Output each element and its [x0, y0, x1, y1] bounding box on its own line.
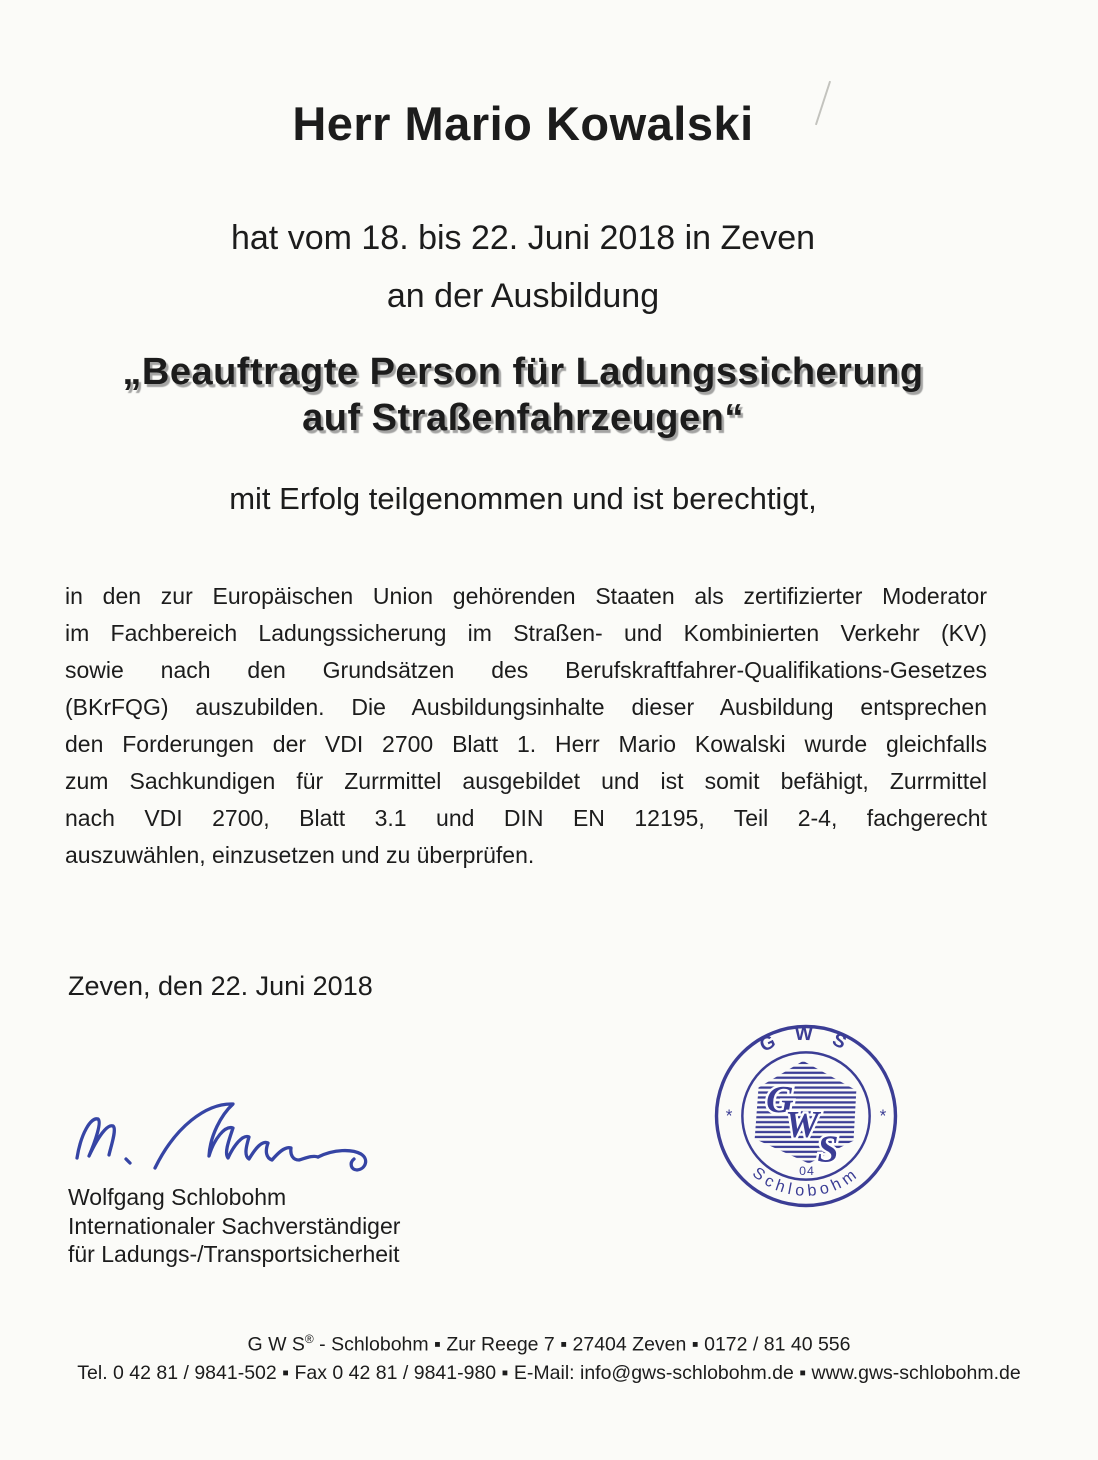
- paragraph-line: in den zur Europäischen Union gehörenden Staaten als zertifizierter Moderator: [65, 583, 987, 609]
- paragraph-line: (BKrFQG) auszubilden. Die Ausbildungsinhalte dieser Ausbildung entsprechen: [65, 694, 987, 720]
- course-title: [0, 349, 1046, 441]
- signature-handwriting: [62, 1093, 392, 1188]
- footer-line1: [0, 1325, 1098, 1359]
- signatory-block: [68, 1183, 400, 1269]
- paragraph-line: auszuwählen, einzusetzen und zu überprüfen.: [65, 842, 535, 868]
- paragraph-line: im Fachbereich Ladungssicherung im Straßen- und Kombinierten Verkehr (KV): [65, 620, 987, 646]
- success-line: mit Erfolg teilgenommen und ist berechtigt,: [229, 481, 817, 516]
- seal-top-text: G W S: [756, 1023, 856, 1057]
- attendance-line: hat vom 18. bis 22. Juni 2018 in Zeven: [230, 219, 816, 257]
- course-title-line1: „Beauftragte Person für Ladungssicherung: [122, 351, 924, 393]
- registered-trademark-symbol: ®: [304, 1332, 314, 1346]
- certification-paragraph: [65, 578, 987, 874]
- seal-star-left: *: [725, 1106, 733, 1126]
- signatory-role-line1: Internationaler Sachverständiger: [68, 1212, 401, 1239]
- paragraph-line: den Forderungen der VDI 2700 Blatt 1. Herr Mario Kowalski wurde gleichfalls: [65, 731, 987, 757]
- paragraph-line: zum Sachkundigen für Zurrmittel ausgebildet und ist somit befähigt, Zurrmittel: [65, 768, 987, 794]
- training-intro-line: an der Ausbildung: [386, 277, 660, 315]
- paragraph-line: sowie nach den Grundsätzen des Berufskraftfahrer-Qualifikations-Gesetzes: [65, 657, 987, 683]
- footer-company-name: G W S: [247, 1333, 305, 1356]
- company-seal: [711, 1021, 901, 1211]
- footer-line2: Tel. 0 42 81 / 9841-502 ▪ Fax 0 42 81 / 9841-980 ▪ E-Mail: info@gws-schlobohm.de ▪ www.gws-schlobohm.de: [77, 1361, 1021, 1384]
- issue-date-line: Zeven, den 22. Juni 2018: [68, 971, 373, 1001]
- paragraph-line: nach VDI 2700, Blatt 3.1 und DIN EN 12195, Teil 2-4, fachgerecht: [65, 805, 987, 831]
- seal-star-right: *: [879, 1106, 887, 1126]
- footer-contact-block: [0, 1325, 1098, 1387]
- seal-monogram-s: S: [817, 1128, 839, 1171]
- seal-number: 04: [799, 1163, 815, 1178]
- signatory-name: Wolfgang Schlobohm: [68, 1184, 287, 1210]
- signatory-role-line2: für Ladungs-/Transportsicherheit: [68, 1241, 400, 1267]
- recipient-name: Herr Mario Kowalski: [292, 97, 754, 150]
- seal-bottom-text: Schlobohm: [749, 1163, 863, 1201]
- course-title-line2: auf Straßenfahrzeugen“: [302, 397, 744, 439]
- seal-monogram-w: W: [785, 1103, 819, 1146]
- seal-monogram-g: G: [766, 1079, 794, 1122]
- footer-address: - Schlobohm ▪ Zur Reege 7 ▪ 27404 Zeven ▪ 0172 / 81 40 556: [313, 1333, 851, 1356]
